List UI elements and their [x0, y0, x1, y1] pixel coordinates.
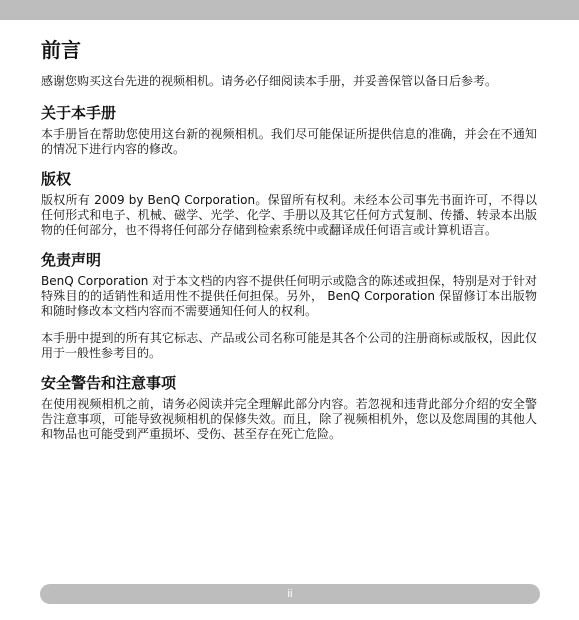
section-paragraph: 本手册旨在帮助您使用这台新的视频相机。我们尽可能保证所提供信息的准确，并会在不通知的情况下进行内容的修改。: [41, 127, 537, 156]
section-safety: [41, 373, 537, 442]
intro-paragraph: 感谢您购买这台先进的视频相机。请务必仔细阅读本手册，并妥善保管以备日后参考。: [41, 74, 498, 88]
header-bar: [0, 0, 579, 20]
section-copyright: [41, 169, 537, 238]
page-title: 前言: [41, 38, 81, 62]
section-paragraph: 版权所有 2009 by BenQ Corporation。保留所有权利。未经本公司事先书面许可，不得以任何形式和电子、机械、磁学、光学、化学、手册以及其它任何方式复制、传播、转录本出版物的任何部分，也不得将任何部分存储到检索系统中或翻译成任何语言或计算机语言。: [41, 193, 537, 237]
section-paragraph: 在使用视频相机之前，请务必阅读并完全理解此部分内容。若忽视和违背此部分介绍的安全警告注意事项，可能导致视频相机的保修失效。而且，除了视频相机外，您以及您周围的其他人和物品也可能受到严重损坏、受伤、甚至存在死亡危险。: [41, 397, 537, 441]
document-body: [41, 36, 537, 454]
section-disclaimer: [41, 250, 537, 361]
section-heading: 版权: [41, 170, 72, 188]
page-number: ii: [287, 588, 293, 600]
section-heading: 免责声明: [41, 251, 102, 269]
section-about-manual: [41, 103, 537, 157]
section-paragraph: 本手册中提到的所有其它标志、产品或公司名称可能是其各个公司的注册商标或版权，因此仅用于一般性参考目的。: [41, 331, 537, 360]
section-heading: 关于本手册: [41, 104, 117, 122]
section-paragraph: BenQ Corporation 对于本文档的内容不提供任何明示或隐含的陈述或担保，特别是对于针对特殊目的的适销性和适用性不提供任何担保。另外， BenQ Corporation 保留修订本出版物和随时修改本文档内容而不需要通知任何人的权利。: [41, 274, 537, 318]
footer-bar: [40, 584, 540, 604]
section-heading: 安全警告和注意事项: [41, 374, 177, 392]
